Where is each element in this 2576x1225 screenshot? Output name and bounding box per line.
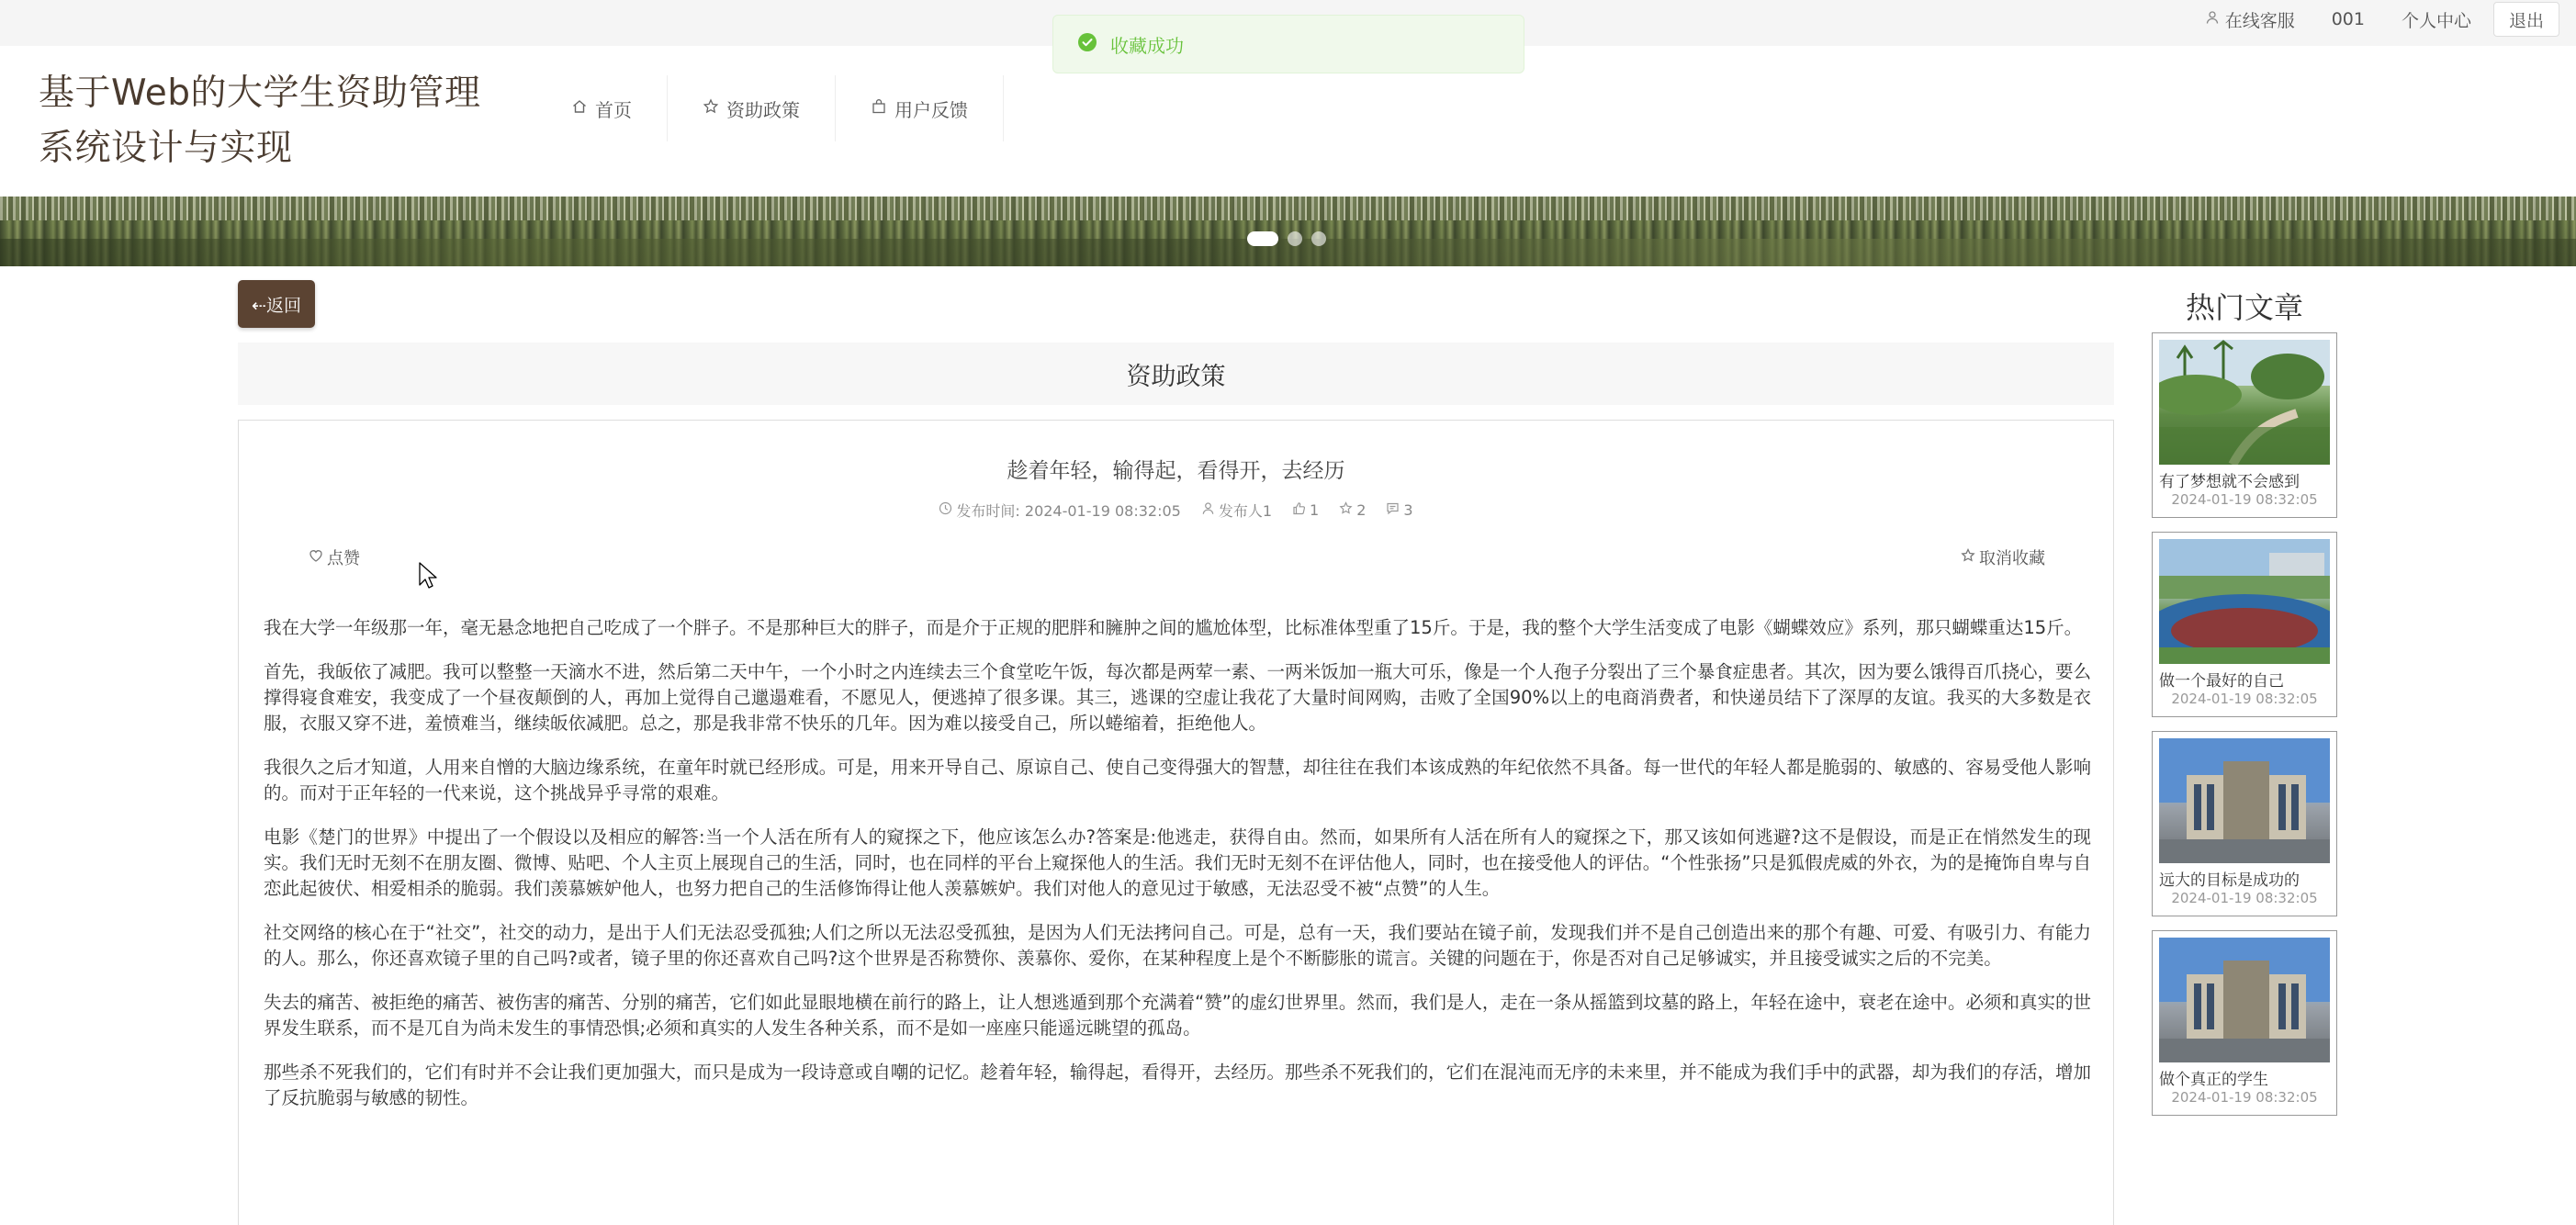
nav-label-home: 首页 — [595, 98, 632, 121]
article-title: 趁着年轻，输得起，看得开，去经历 — [1007, 459, 1345, 483]
article-paragraph: 首先，我皈依了减肥。我可以整整一天滴水不进，然后第二天中午，一个小时之内连续去三个食堂吃午饭，每次都是两荤一素、一两米饭加一瓶大可乐，像是一个人孢子分裂出了三个暴食症患者。其次，因为要么饿得百爪挠心，要么撑得寝食难安，我变成了一个昼夜颠倒的人，再加上觉得自己邋遢难看，不愿见人，便逃掉了很多课。其三，逃课的空虚让我花了大量时间网购，击败了全国90%以上的电商消费者，和快递员结下了深厚的友谊。我买的大多数是衣服，衣服又穿不进，羞愤难当，继续皈依减肥。总之，那是我非常不快乐的几年。因为难以接受自己，所以蜷缩着，拒绝他人。 — [264, 661, 2091, 734]
publish-time — [939, 500, 1180, 521]
hot-article-name: 远大的目标是成功的 — [2159, 871, 2300, 890]
hot-article-name: 做一个最好的自己 — [2159, 672, 2284, 691]
star-icon — [1339, 501, 1353, 519]
online-service-link[interactable] — [2187, 0, 2313, 39]
user-icon — [1201, 501, 1215, 519]
star-icon — [1961, 548, 1975, 568]
comment-icon — [1386, 501, 1400, 519]
hot-article-name: 做个真正的学生 — [2159, 1071, 2268, 1089]
profile-center-label: 个人中心 — [2401, 10, 2471, 31]
check-circle-icon — [1077, 32, 1097, 57]
user-icon — [2205, 9, 2220, 29]
article-paragraph: 社交网络的核心在于“社交”，社交的动力，是出于人们无法忍受孤独;人们之所以无法忍受孤独，是因为人们无法拷问自己。可是，总有一天，我们要站在镜子前，发现我们并不是自己创造出来的那个有趣、可爱、有吸引力、有能力的人。那么，你还喜欢镜子里的自己吗?或者，镜子里的你还喜欢自己吗?这个世界是否称赞你、羡慕你、爱你，在某种程度上是个不断膨胀的谎言。关键的问题在于，你是否对自己足够诚实，并且接受诚实之后的不完美。 — [264, 922, 2091, 969]
back-button[interactable] — [238, 280, 315, 328]
publish-time-label: 发布时间: 2024-01-19 08:32:05 — [956, 502, 1181, 520]
like-button-label: 点赞 — [327, 549, 360, 568]
comment-count — [1386, 500, 1412, 521]
username-label: 001 — [2331, 9, 2365, 29]
article-paragraph: 我在大学一年级那一年，毫无悬念地把自己吃成了一个胖子。不是那种巨大的胖子，而是介于正规的肥胖和臃肿之间的尴尬体型，比标准体型重了15斤。于是，我的整个大学生活变成了电影《蝴蝶效应》系列，那只蝴蝶重达15斤。 — [264, 617, 2083, 638]
nav-label-feedback: 用户反馈 — [894, 98, 968, 121]
online-service-label: 在线客服 — [2224, 10, 2295, 31]
favorite-count-value: 2 — [1356, 501, 1367, 519]
clock-icon — [939, 501, 952, 519]
hot-articles-title: 热门文章 — [2185, 290, 2303, 325]
bag-icon — [871, 97, 887, 119]
like-count — [1292, 500, 1319, 521]
hot-article-date: 2024-01-19 08:32:05 — [2171, 491, 2318, 508]
hot-article-card[interactable] — [2152, 731, 2337, 916]
mouse-cursor-icon — [419, 562, 439, 590]
nav-label-policy: 资助政策 — [726, 98, 800, 121]
unfavorite-button[interactable] — [1961, 545, 2045, 569]
publisher-label: 发布人1 — [1218, 502, 1273, 520]
main-nav — [536, 75, 1004, 141]
hot-article-date: 2024-01-19 08:32:05 — [2171, 1089, 2318, 1106]
logout-button[interactable] — [2493, 2, 2559, 37]
success-toast — [1052, 15, 1524, 73]
hot-article-date: 2024-01-19 08:32:05 — [2171, 890, 2318, 906]
comment-count-value: 3 — [1403, 501, 1413, 519]
hot-article-card[interactable] — [2152, 930, 2337, 1116]
heart-icon — [309, 548, 323, 568]
home-icon — [571, 97, 588, 119]
hot-article-thumbnail — [2159, 938, 2330, 1062]
carousel-dot-2[interactable] — [1288, 231, 1302, 246]
nav-item-feedback[interactable] — [836, 75, 1004, 141]
article-paragraph: 电影《楚门的世界》中提出了一个假设以及相应的解答:当一个人活在所有人的窥探之下，他应该怎么办?答案是:他逃走，获得自由。然而，如果所有人活在所有人的窥探之下，那又该如何逃避?这不是假设，而是正在悄然发生的现实。我们无时无刻不在朋友圈、微博、贴吧、个人主页上展现自己的生活，同时，也在同样的平台上窥探他人的生活。我们无时无刻不在评估他人，同时，也在接受他人的评估。“个性张扬”只是狐假虎威的外衣，为的是掩饰自卑与自恋此起彼伏、相爱相杀的脆弱。我们羡慕嫉妒他人，也努力把自己的生活修饰得让他人羡慕嫉妒。我们对他人的意见过于敏感，无法忍受不被“点赞”的人生。 — [264, 826, 2091, 899]
hot-article-card[interactable] — [2152, 332, 2337, 518]
banner-carousel[interactable] — [0, 197, 2576, 266]
hot-article-thumbnail — [2159, 340, 2330, 465]
carousel-dot-1[interactable] — [1247, 231, 1278, 246]
profile-center-link[interactable] — [2383, 0, 2490, 39]
hot-article-thumbnail — [2159, 738, 2330, 863]
article-body — [264, 615, 2091, 1129]
thumbs-up-icon — [1292, 501, 1306, 519]
unfavorite-button-label: 取消收藏 — [1979, 549, 2045, 568]
hot-article-name: 有了梦想就不会感到 — [2159, 473, 2300, 491]
nav-item-home[interactable] — [536, 75, 668, 141]
star-icon — [703, 97, 719, 119]
hot-article-card[interactable] — [2152, 532, 2337, 717]
like-count-value: 1 — [1310, 501, 1320, 519]
article-paragraph: 我很久之后才知道，人用来自憎的大脑边缘系统，在童年时就已经形成。可是，用来开导自己、原谅自己、使自己变得强大的智慧，却往往在我们本该成熟的年纪依然不具备。每一世代的年轻人都是脆弱的、敏感的、容易受他人影响的。而对于正年轻的一代来说，这个挑战异乎寻常的艰难。 — [264, 757, 2091, 804]
article-panel — [238, 420, 2114, 1225]
toast-message: 收藏成功 — [1110, 34, 1184, 57]
favorite-count — [1339, 500, 1366, 521]
carousel-dot-3[interactable] — [1311, 231, 1326, 246]
back-label: ⇠返回 — [252, 295, 301, 316]
logout-label: 退出 — [2508, 10, 2544, 31]
nav-item-policy[interactable] — [668, 75, 836, 141]
carousel-indicators — [1247, 231, 1326, 246]
topbar-right-group — [2187, 0, 2559, 39]
article-paragraph: 失去的痛苦、被拒绝的痛苦、被伤害的痛苦、分别的痛苦，它们如此显眼地横在前行的路上，让人想逃遁到那个充满着“赞”的虚幻世界里。然而，我们是人，走在一条从摇篮到坟墓的路上，年轻在途中，衰老在途中。必须和真实的世界发生联系，而不是兀自为尚未发生的事情恐惧;必须和真实的人发生各种关系，而不是如一座座只能遥远眺望的孤岛。 — [264, 992, 2091, 1039]
publisher — [1201, 500, 1272, 521]
username-link[interactable] — [2313, 0, 2383, 39]
hot-article-thumbnail — [2159, 539, 2330, 664]
article-meta — [239, 500, 2113, 521]
like-button[interactable] — [309, 545, 360, 569]
article-paragraph: 那些杀不死我们的，它们有时并不会让我们更加强大，而只是成为一段诗意或自嘲的记忆。趁着年轻，输得起，看得开，去经历。那些杀不死我们的，它们在混沌而无序的未来里，并不能成为我们手中的武器，却为我们的存活，增加了反抗脆弱与敏感的韧性。 — [264, 1062, 2091, 1108]
hot-article-date: 2024-01-19 08:32:05 — [2171, 691, 2318, 707]
site-title: 基于Web的大学生资助管理系统设计与实现 — [39, 73, 481, 169]
section-title: 资助政策 — [238, 343, 2114, 405]
